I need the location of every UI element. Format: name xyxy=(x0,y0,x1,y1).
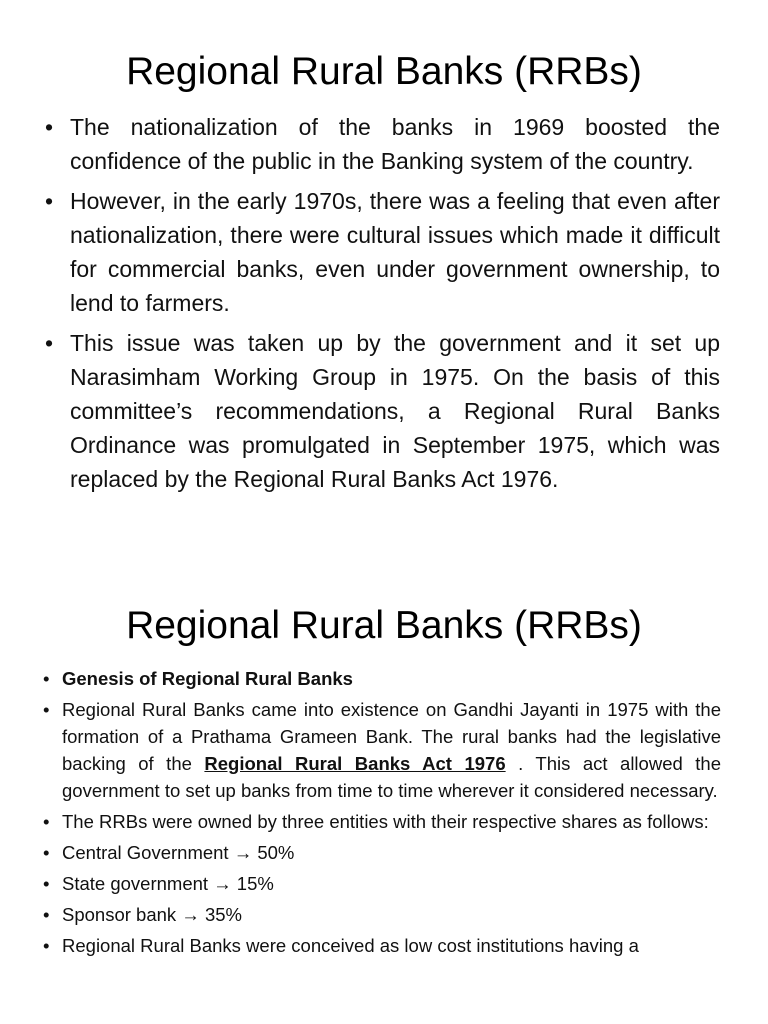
slide-2-title: Regional Rural Banks (RRBs) xyxy=(126,604,642,647)
bullet-dot: • xyxy=(43,811,50,832)
bullet-dot: • xyxy=(45,330,54,356)
bullet-dot: • xyxy=(43,904,50,925)
list-item xyxy=(43,839,721,866)
share-central: Central Government → 50% xyxy=(62,842,295,863)
slide-2 xyxy=(0,560,768,1024)
slide-1-title: Regional Rural Banks (RRBs) xyxy=(126,50,642,93)
bullet-text: However, in the early 1970s, there was a feeling that even after nationalization, there were cultural issues which made it difficult for commercial banks, even under government ownership, to lend to farmers. xyxy=(70,188,720,316)
bullet-text: The nationalization of the banks in 1969 boosted the confidence of the public in the Banking system of the country. xyxy=(70,114,720,174)
list-item xyxy=(43,901,721,928)
bullet-text: . This act allowed the government to set up banks from time to time wherever it considered necessary. xyxy=(62,753,721,801)
list-item xyxy=(43,870,721,897)
list-item xyxy=(43,696,721,804)
slide-2-bullet-list xyxy=(43,665,721,963)
act-link[interactable]: Regional Rural Banks Act 1976 xyxy=(204,753,506,774)
list-item xyxy=(43,665,721,692)
bullet-text: Regional Rural Banks were conceived as low cost institutions having a xyxy=(62,935,639,956)
list-item xyxy=(45,184,720,320)
bullet-dot: • xyxy=(43,668,50,689)
bullet-text: The RRBs were owned by three entities with their respective shares as follows: xyxy=(62,811,709,832)
list-item xyxy=(45,110,720,178)
section-heading: Genesis of Regional Rural Banks xyxy=(62,668,353,689)
slide-1-bullet-list xyxy=(45,110,720,502)
bullet-dot: • xyxy=(45,114,54,140)
bullet-dot: • xyxy=(43,699,50,720)
bullet-text: Regional Rural Banks came into existence on Gandhi Jayanti in 1975 with the formation of a Prathama Grameen Bank. The rural banks had the legislative backing of the xyxy=(62,699,721,774)
share-state: State government → 15% xyxy=(62,873,274,894)
bullet-dot: • xyxy=(43,842,50,863)
list-item xyxy=(45,326,720,496)
list-item xyxy=(43,808,721,835)
bullet-text: This issue was taken up by the government and it set up Narasimham Working Group in 1975. On the basis of this committee’s recommendations, a Regional Rural Banks Ordinance was promulgated in September 1975, which was replaced by the Regional Rural Banks Act 1976. xyxy=(70,330,720,492)
bullet-dot: • xyxy=(43,873,50,894)
share-sponsor: Sponsor bank → 35% xyxy=(62,904,242,925)
list-item xyxy=(43,932,721,959)
bullet-dot: • xyxy=(43,935,50,956)
bullet-dot: • xyxy=(45,188,54,214)
